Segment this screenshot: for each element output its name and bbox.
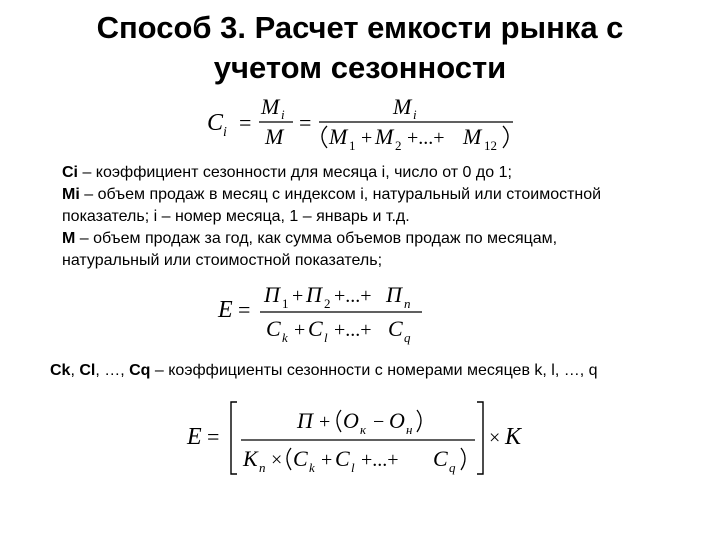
formula2-num-n: n <box>404 296 411 311</box>
formula2-den-plus: + <box>294 319 306 341</box>
formula3-den-right-paren <box>461 448 465 470</box>
formula3-right-bracket <box>477 402 483 474</box>
formula1-den: M <box>265 124 284 149</box>
formula2-num-1: 1 <box>282 296 289 311</box>
formula3-den-q-sub: q <box>449 460 456 475</box>
formula2-den-cl: C <box>308 316 323 341</box>
definition-m-text-1: – объем продаж за год, как сумма объемов продаж по месяцам, <box>75 230 558 247</box>
formula1-den2-m2: M <box>375 124 394 149</box>
formula2-lhs: E <box>218 297 233 323</box>
definition-m-label: М <box>62 230 76 247</box>
coef-text: – коэффициенты сезонности с номерами месяцев k, l, …, q <box>150 362 598 379</box>
formula3-num-ok: О <box>343 408 359 433</box>
coef-cl: Cl <box>79 362 96 379</box>
definition-mi-text-1: – объем продаж в месяц с индексом i, натуральный или стоимостной <box>79 186 602 203</box>
formula1-den2-1: 1 <box>349 138 356 153</box>
formula3-den-plus: + <box>321 449 333 471</box>
formula3-num-minus: − <box>373 411 385 433</box>
formula3-num-n: н <box>406 422 413 437</box>
formula3-num-left-paren <box>337 410 341 432</box>
coef-ck: Ck <box>50 362 71 379</box>
formula3-num-on: О <box>389 408 405 433</box>
definition-mi <box>62 184 682 206</box>
formula2-num-dots: +...+ <box>334 285 372 307</box>
formula1-left-paren <box>322 126 327 148</box>
formula-seasonality-coefficient <box>205 92 525 152</box>
coef-sep-2: , <box>95 362 105 379</box>
formula2-den-q: q <box>404 330 411 345</box>
formula3-den-k: K <box>243 446 258 471</box>
formula1-num2-sub: i <box>413 107 417 122</box>
definition-m-cont: натуральный или стоимостной показатель; <box>62 252 383 269</box>
definition-mi-label: Mi <box>62 186 80 203</box>
definition-mi-cont: показатель; i – номер месяца, 1 – январь и т.д. <box>62 208 410 225</box>
formula-market-capacity <box>216 282 456 348</box>
formula1-num-sub: i <box>281 107 285 122</box>
formula1-den2-12: 12 <box>484 138 497 153</box>
formula3-num-k: к <box>360 422 367 437</box>
definition-ci-text: – коэффициент сезонности для месяца i, число от 0 до 1; <box>78 164 512 181</box>
formula2-num-p2: П <box>306 282 322 307</box>
formula3-den-left-paren <box>287 448 291 470</box>
formula3-den-dots: +...+ <box>361 449 399 471</box>
formula3-lhs: E <box>187 424 202 450</box>
formula1-right-paren <box>503 126 508 148</box>
formula1-eq1: = <box>239 110 252 135</box>
formula1-eq2: = <box>299 110 312 135</box>
formula1-lhs: C <box>207 110 224 136</box>
formula3-num-plus: + <box>319 411 331 433</box>
coef-sep-3: , <box>120 362 130 379</box>
coef-sep-1: , <box>70 362 80 379</box>
formula1-num: M <box>261 94 280 119</box>
formula3-den-cl: C <box>335 446 350 471</box>
formula1-den2-m12: M <box>463 124 482 149</box>
formula1-den2-plus: + <box>361 127 373 149</box>
formula2-den-cq: C <box>388 316 403 341</box>
formula3-num-right-paren <box>417 410 421 432</box>
formula3-den-ck: C <box>293 446 308 471</box>
formula2-eq: = <box>238 297 251 322</box>
formula3-rhs-k: K <box>505 424 522 450</box>
coef-cq: Cq <box>129 362 151 379</box>
formula1-den2-dots: +...+ <box>407 127 445 149</box>
formula3-left-bracket <box>231 402 237 474</box>
slide-title-line-2: учетом сезонности <box>213 50 507 85</box>
definition-m <box>62 228 682 250</box>
formula-market-capacity-adjusted <box>185 396 545 482</box>
formula3-eq: = <box>207 424 220 449</box>
formula2-num-2: 2 <box>324 296 331 311</box>
definitions-block <box>62 162 682 272</box>
formula3-times: × <box>489 427 501 449</box>
formula2-den-dots: +...+ <box>334 319 372 341</box>
formula1-num2: M <box>393 94 412 119</box>
formula1-den2-2: 2 <box>395 138 402 153</box>
coef-dots: … <box>104 362 121 379</box>
formula3-den-k-sub: k <box>309 460 315 475</box>
formula2-den-k: k <box>282 330 288 345</box>
formula1-lhs-sub: i <box>223 125 227 140</box>
formula3-num-p: П <box>297 408 313 433</box>
formula2-den-l: l <box>324 330 328 345</box>
definition-ci <box>62 162 682 184</box>
formula3-den-times: × <box>271 449 283 471</box>
slide-title <box>0 8 720 88</box>
definition-ci-label: Ci <box>62 164 78 181</box>
formula3-den-l-sub: l <box>351 460 355 475</box>
formula3-den-n: п <box>259 460 266 475</box>
formula3-den-cq: C <box>433 446 448 471</box>
formula2-den-ck: C <box>266 316 281 341</box>
formula2-num-plus: + <box>292 285 304 307</box>
slide-title-line-1: Способ 3. Расчет емкости рынка с <box>96 10 624 45</box>
formula1-den2-m1: M <box>329 124 348 149</box>
coefficients-line <box>50 360 710 382</box>
formula2-num-p1: П <box>264 282 280 307</box>
formula2-num-pn: П <box>386 282 402 307</box>
